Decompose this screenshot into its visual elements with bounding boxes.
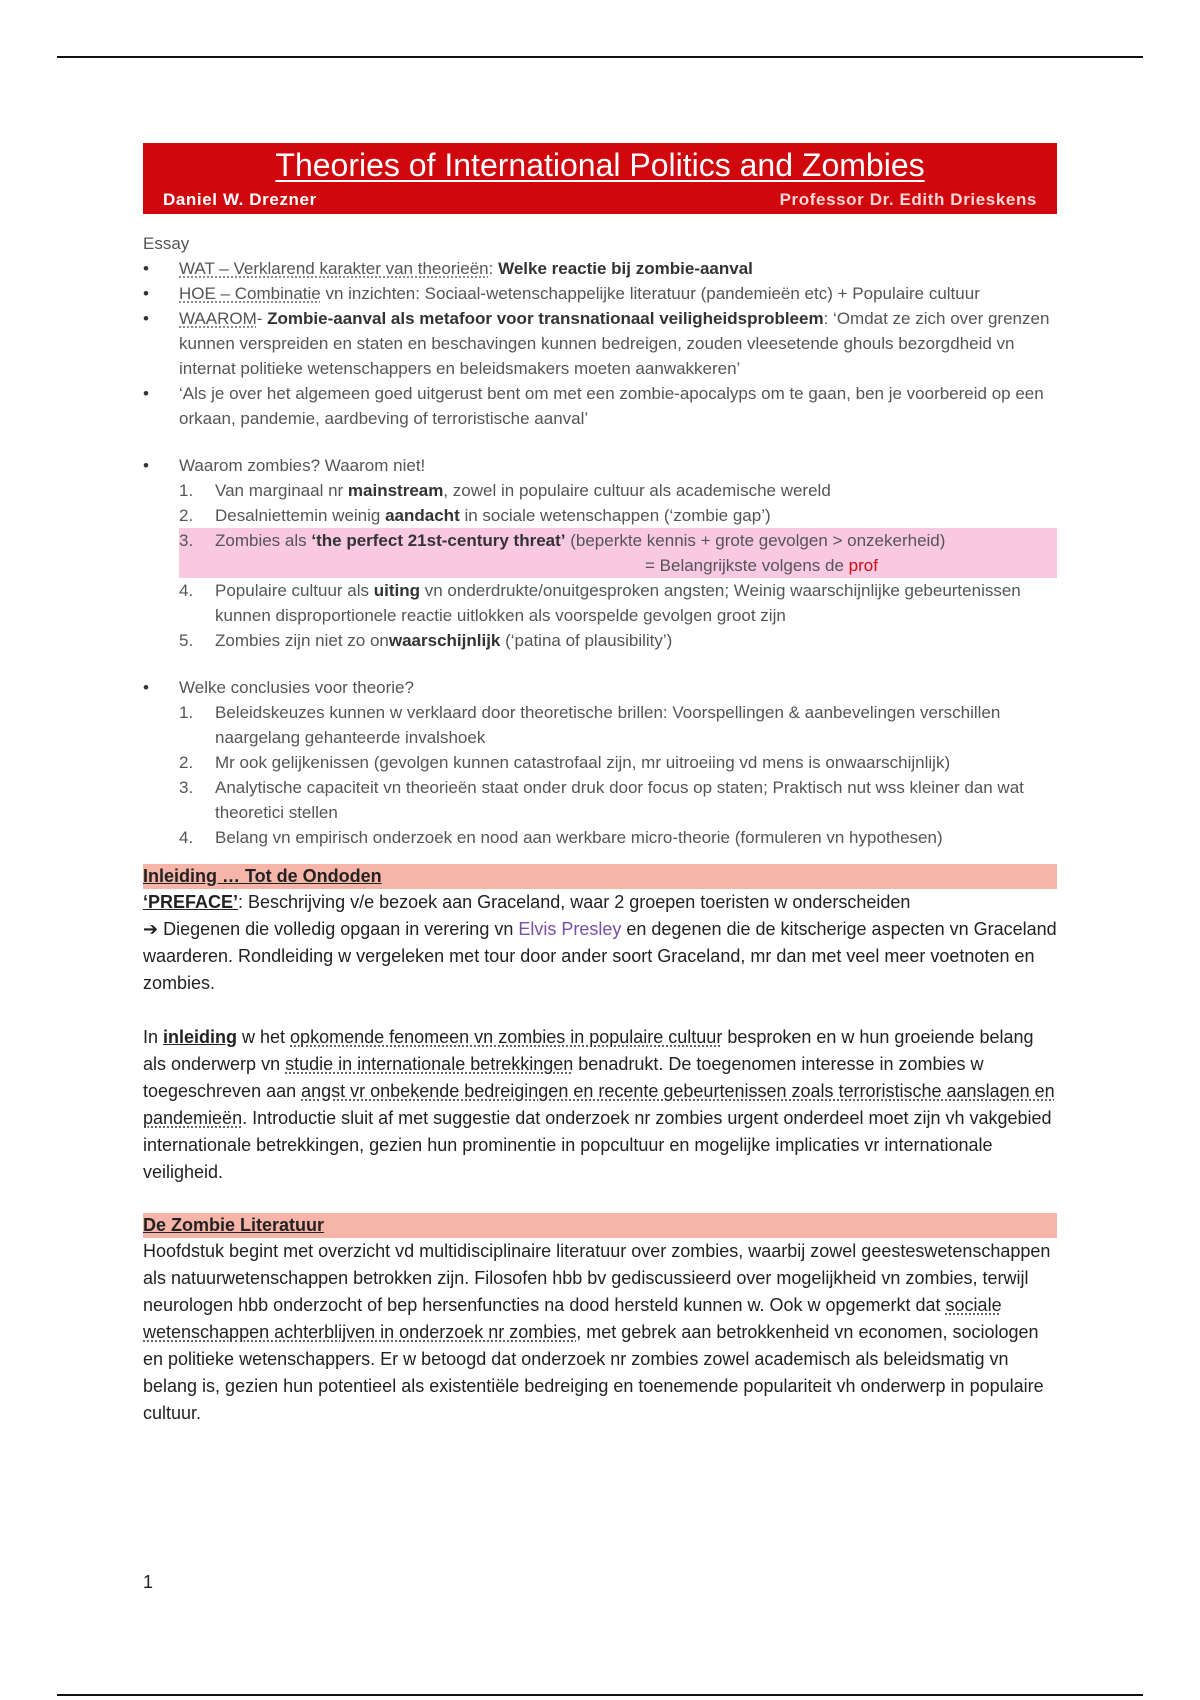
- why-zombies-list: [179, 478, 1057, 653]
- intro-heading: Inleiding … Tot de Ondoden: [143, 864, 1057, 889]
- arrow-icon: ➔: [143, 919, 159, 939]
- list-item: 1. Van marginaal nr mainstream, zowel in populaire cultuur als academische wereld: [179, 481, 831, 500]
- list-item: • ‘Als je over het algemeen goed uitgerust bent om met een zombie-apocalyps om te gaan, ben je voorbereid op een orkaan, pandemie, aardbeving of terroristische aanval’: [143, 381, 1057, 431]
- conclusions-list: [179, 700, 1057, 850]
- list-item: • Waarom zombies? Waarom niet!: [143, 453, 1057, 478]
- document-title: Theories of International Politics and Zombies: [275, 147, 925, 183]
- page-number: 1: [143, 1572, 154, 1592]
- list-item: 4. Populaire cultuur als uiting vn onderdrukte/onuitgesproken angsten; Weinig waarschijnlijke gebeurtenissen kunnen disproportionele reactie uitlokken als voorspelde gevolgen groot zijn: [179, 581, 1021, 625]
- conclusions-section: [143, 675, 1057, 700]
- list-item: 1. Beleidskeuzes kunnen w verklaard door theoretische brillen: Voorspellingen & aanbevelingen verschillen naargelang gehanteerde invalshoek: [179, 703, 1001, 747]
- list-item: • HOE – Combinatie vn inzichten: Sociaal-wetenschappelijke literatuur (pandemieën etc) + Populaire cultuur: [143, 281, 1057, 306]
- list-item: 5. Zombies zijn niet zo onwaarschijnlijk (‘patina of plausibility’): [179, 631, 673, 650]
- literature-heading: De Zombie Literatuur: [143, 1213, 1057, 1238]
- essay-label: Essay: [143, 234, 190, 253]
- top-rule: [57, 56, 1143, 58]
- intro-preface: ‘PREFACE’: Beschrijving v/e bezoek aan Graceland, waar 2 groepen toeristen w onderscheiden ➔ Diegenen die volledig opgaan in verering vn Elvis Presley en degenen die de kitscherige aspecten vn Graceland waarderen. Rondleiding w vergeleken met tour door ander soort Graceland, mr dan met veel meer voetnoten en zombies.: [143, 892, 1057, 993]
- list-item: 3. Analytische capaciteit vn theorieën staat onder druk door focus op staten; Praktisch nut wss kleiner dan wat theoretici stellen: [179, 778, 1024, 822]
- essay-bullets: [143, 256, 1057, 431]
- list-item: • Welke conclusies voor theorie?: [143, 675, 1057, 700]
- author-name: Daniel W. Drezner: [163, 190, 317, 209]
- page-content: [143, 143, 1057, 1427]
- intro-paragraph: In inleiding w het opkomende fenomeen vn zombies in populaire cultuur besproken en w hun groeiende belang als onderwerp vn studie in internationale betrekkingen benadrukt. De toegenomen interesse in zombies w toegeschreven aan angst vr onbekende bedreigingen en recente gebeurtenissen zoals terroristische aanslagen en pandemieën. Introductie sluit af met suggestie dat onderzoek nr zombies urgent onderdeel moet zijn vh vakgebied internationale betrekkingen, gezien hun prominentie in popcultuur en mogelijke implicaties vr internationale veiligheid.: [143, 1027, 1055, 1182]
- list-item: • WAAROM- Zombie-aanval als metafoor voor transnationaal veiligheidsprobleem: ‘Omdat ze zich over grenzen kunnen verspreiden en staten en beschavingen kunnen bedreigen, zouden vleesetende ghouls bezorgdheid vn internat politieke wetenschappers en beleidsmakers moeten aanwakkeren’: [143, 306, 1057, 381]
- list-item: 2. Mr ook gelijkenissen (gevolgen kunnen catastrofaal zijn, mr uitroeiing vd mens is onwaarschijnlijk): [179, 753, 951, 772]
- elvis-link: Elvis Presley: [518, 919, 622, 939]
- why-zombies-section: [143, 453, 1057, 478]
- highlighted-list-item: 3. Zombies als ‘the perfect 21st-century threat’ (beperkte kennis + grote gevolgen > onzekerheid) = Belangrijkste volgens de prof: [179, 528, 1057, 578]
- list-item: 2. Desalniettemin weinig aandacht in sociale wetenschappen (‘zombie gap’): [179, 506, 771, 525]
- literature-paragraph: Hoofdstuk begint met overzicht vd multidisciplinaire literatuur over zombies, waarbij zowel geesteswetenschappen als natuurwetenschappen betrokken zijn. Filosofen hbb bv gediscussieerd over mogelijkheid vn zombies, terwijl neurologen hbb onderzocht of bep hersenfuncties na dood hersteld kunnen w. Ook w opgemerkt dat sociale wetenschappen achterblijven in onderzoek nr zombies, met gebrek aan betrokkenheid vn economen, sociologen en politieke wetenschappers. Er w betoogd dat onderzoek nr zombies zowel academisch als beleidsmatig vn belang is, gezien hun potentieel als existentiële bedreiging en toenemende populariteit vh onderwerp in populaire cultuur.: [143, 1241, 1051, 1423]
- list-item: • WAT – Verklarend karakter van theorieën: Welke reactie bij zombie-aanval: [143, 256, 1057, 281]
- professor-name: Professor Dr. Edith Drieskens: [779, 190, 1037, 209]
- list-item: 4. Belang vn empirisch onderzoek en nood aan werkbare micro-theorie (formuleren vn hypothesen): [179, 828, 943, 847]
- title-banner: [143, 143, 1057, 214]
- bottom-rule: [57, 1694, 1143, 1696]
